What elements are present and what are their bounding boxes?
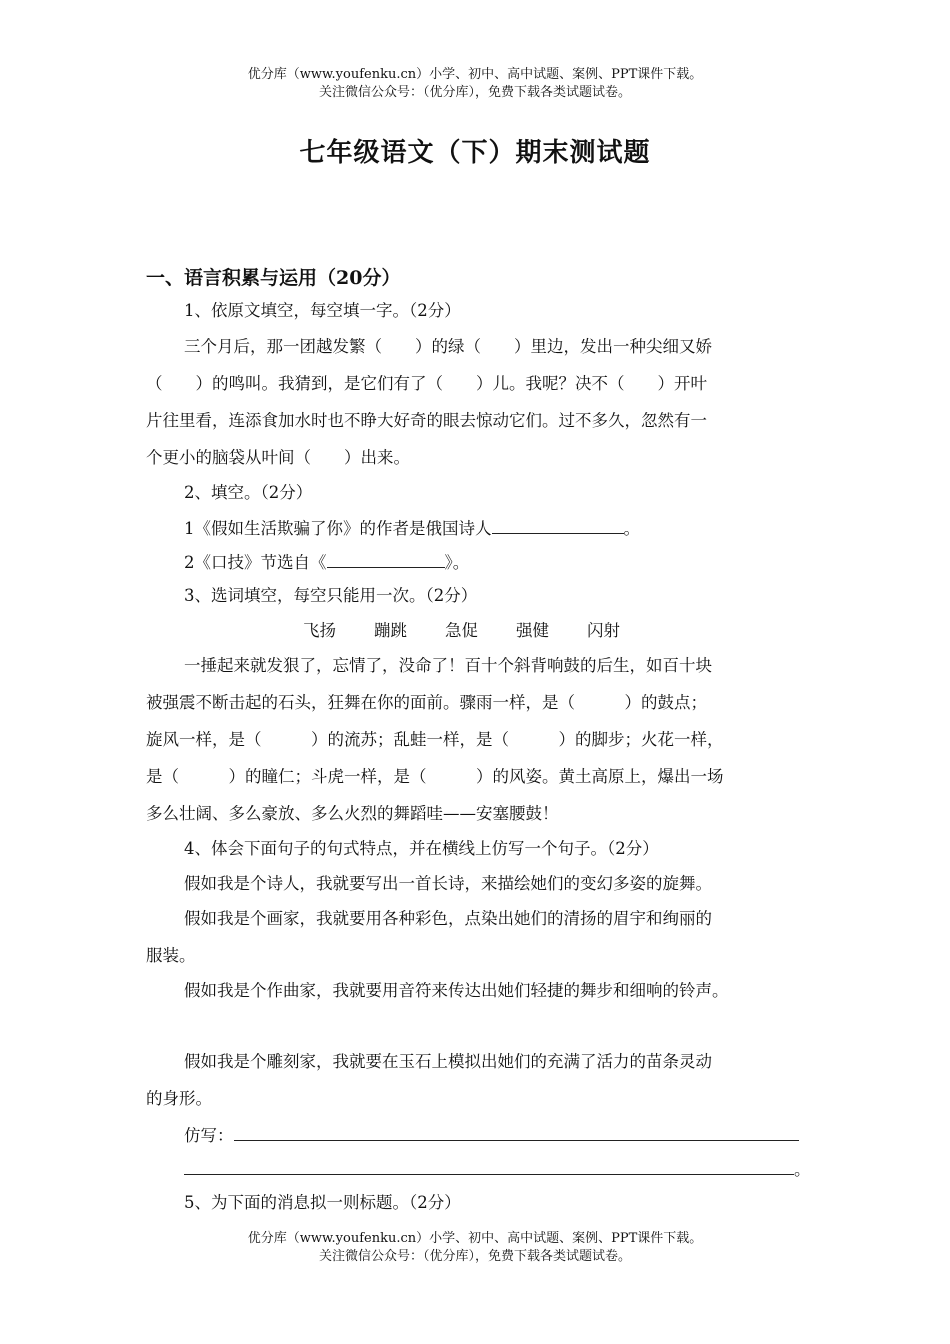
q3-word: 强健	[516, 621, 549, 640]
q4-imitate-label: 仿写：	[184, 1126, 234, 1145]
q3-stem: 3、选词填空，每空只能用一次。（2分）	[184, 586, 478, 605]
q1-stem: 1、依原文填空，每空填一字。（2分）	[184, 301, 461, 320]
q3-word: 急促	[445, 621, 478, 640]
q1-text-line: 片往里看，连添食加水时也不睁大好奇的眼去惊动它们。过不多久，忽然有一	[146, 411, 707, 430]
q4-imitate-answer-line[interactable]	[234, 1124, 799, 1141]
footer-line-2: 关注微信公众号：（优分库），免费下载各类试题试卷。	[318, 1249, 631, 1264]
q4-imitate-answer-line-2[interactable]	[184, 1158, 794, 1175]
header-line-2: 关注微信公众号：（优分库），免费下载各类试题试卷。	[318, 85, 631, 100]
q1-text-line: 个更小的脑袋从叶间（ ）出来。	[146, 448, 410, 467]
q3-text-line: 是（ ）的瞳仁；斗虎一样，是（ ）的风姿。黄土高原上，爆出一场	[146, 767, 724, 786]
q4-end-mark: 。	[794, 1160, 811, 1179]
q4-imitate-row-2	[184, 1158, 811, 1181]
q2-a-answer-line[interactable]	[492, 517, 624, 534]
q3-text-line: 旋风一样，是（ ）的流苏；乱蛙一样，是（ ）的脚步；火花一样，	[146, 730, 724, 749]
q2-b-prefix: 2《口技》节选自《	[184, 553, 327, 572]
q3-text-line: 被强震不断击起的石头，狂舞在你的面前。骤雨一样，是（ ）的鼓点；	[146, 693, 707, 712]
q5-stem: 5、为下面的消息拟一则标题。（2分）	[184, 1193, 461, 1212]
q2-b-answer-line[interactable]	[327, 551, 445, 568]
q3-text-line: 一捶起来就发狠了，忘情了，没命了！百十个斜背响鼓的后生，如百十块	[184, 656, 712, 675]
q2-stem: 2、填空。（2分）	[184, 483, 313, 502]
q3-text-line: 多么壮阔、多么豪放、多么火烈的舞蹈哇——安塞腰鼓！	[146, 804, 559, 823]
q3-word: 闪射	[587, 621, 620, 640]
header-line-1: 优分库（www.youfenku.cn）小学、初中、高中试题、案例、PPT课件下载。	[247, 67, 703, 82]
q4-sentence: 假如我是个作曲家，我就要用音符来传达出她们轻捷的舞步和细响的铃声。	[184, 981, 729, 1000]
q4-sentence: 假如我是个画家，我就要用各种彩色，点染出她们的清扬的眉宇和绚丽的	[184, 909, 712, 928]
q3-word: 蹦跳	[374, 621, 407, 640]
q2-a-suffix: 。	[623, 519, 640, 538]
q4-imitate-row	[184, 1124, 799, 1147]
q2-item-a	[184, 517, 640, 540]
q3-word: 飞扬	[303, 621, 336, 640]
q1-text-line: 三个月后，那一团越发繁（ ）的绿（ ）里边，发出一种尖细又娇	[184, 337, 712, 356]
page-title: 七年级语文（下）期末测试题	[299, 138, 651, 168]
q1-text-line: （ ）的鸣叫。我猜到，是它们有了（ ）儿。我呢？决不（ ）开叶	[146, 374, 707, 393]
q4-stem: 4、体会下面句子的句式特点，并在横线上仿写一个句子。（2分）	[184, 839, 659, 858]
q3-word-bank	[303, 620, 658, 642]
footer-line-1: 优分库（www.youfenku.cn）小学、初中、高中试题、案例、PPT课件下载。	[247, 1231, 703, 1246]
q4-sentence: 假如我是个雕刻家，我就要在玉石上模拟出她们的充满了活力的苗条灵动	[184, 1052, 712, 1071]
q2-b-suffix: 》。	[444, 553, 470, 572]
q4-sentence-cont: 的身形。	[146, 1089, 212, 1108]
q2-a-prefix: 1《假如生活欺骗了你》的作者是俄国诗人	[184, 519, 492, 538]
q4-sentence-cont: 服装。	[146, 946, 196, 965]
q2-item-b	[184, 551, 469, 574]
section-heading: 一、语言积累与运用（20分）	[146, 267, 401, 289]
q4-sentence: 假如我是个诗人，我就要写出一首长诗，来描绘她们的变幻多姿的旋舞。	[184, 874, 712, 893]
